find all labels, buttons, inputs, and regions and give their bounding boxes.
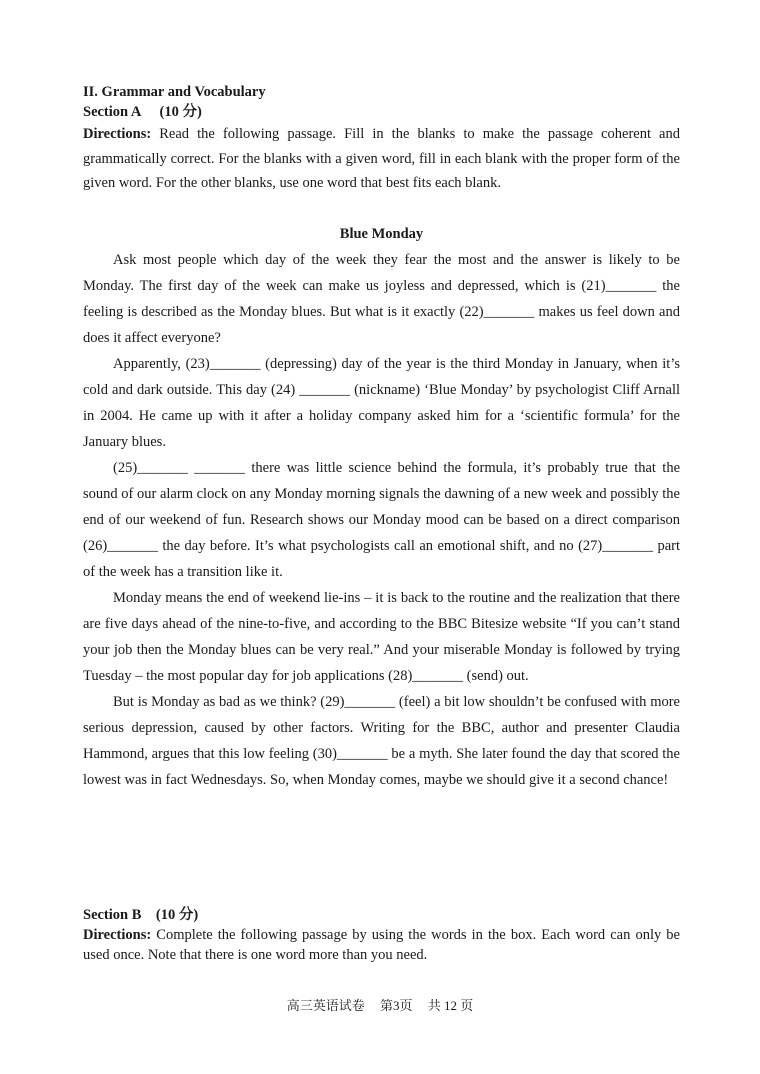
- passage-paragraph-2: Apparently, (23)_______ (depressing) day of the year is the third Monday in January, when it’s cold and dark outside. This day (24) _______ (nickname) ‘Blue Monday’ by psychologist Cliff Arnall in 2004. He came up with it after a holiday company asked him for a ‘scientific formula’ for the January blues.: [83, 355, 680, 450]
- section-b-score: (10 分): [155, 907, 199, 923]
- section-a-score: (10 分): [159, 104, 202, 120]
- section-a-label: Section A: [83, 104, 142, 120]
- footer-total-pages: 共 12 页: [427, 998, 474, 1013]
- section-b-block: [83, 905, 680, 965]
- footer-page-number: 第3页: [379, 998, 413, 1013]
- section-b-heading: [83, 905, 680, 925]
- passage-paragraph-3: (25)_______ _______ there was little science behind the formula, it’s probably true that the sound of our alarm clock on any Monday morning signals the dawning of a new week and possibly the end of our weekend of fun. Research shows our Monday mood can be based on a direct comparison (26)_______ the day before. It’s what psychologists call an emotional shift, and no (27)_______ part of the week has a transition like it.: [83, 459, 680, 580]
- directions-text-b: Complete the following passage by using the words in the box. Each word can only be used once. Note that there is one word more than you need.: [83, 927, 680, 963]
- passage-paragraph-4: Monday means the end of weekend lie-ins – it is back to the routine and the realization that there are five days ahead of the nine-to-five, and according to the BBC Bitesize website “If you can’t stand your job then the Monday blues can be very real.” And your miserable Monday is followed by trying Tuesday – the most popular day for job applications (28)_______ (send) out.: [83, 589, 680, 684]
- section-a-heading: [83, 102, 680, 122]
- section-a-block: [83, 82, 680, 793]
- footer-title: 高三英语试卷: [286, 998, 365, 1013]
- passage-title: Blue Monday: [339, 225, 424, 242]
- section-b-directions: [83, 925, 680, 965]
- passage-paragraph-1: Ask most people which day of the week they fear the most and the answer is likely to be Monday. The first day of the week can make us joyless and depressed, which is (21)_______ the feeling is described as the Monday blues. But what is it exactly (22)_______ makes us feel down and does it affect everyone?: [83, 251, 680, 346]
- section-a-directions: [83, 122, 680, 196]
- directions-label-b: Directions:: [83, 927, 152, 943]
- passage-paragraph-5: But is Monday as bad as we think? (29)_______ (feel) a bit low shouldn’t be confused with more serious depression, caused by other factors. Writing for the BBC, author and presenter Claudia Hammond, argues that this low feeling (30)_______ be a myth. She later found the day that scored the lowest was in fact Wednesdays. So, when Monday comes, maybe we should give it a second chance!: [83, 693, 680, 788]
- section-heading: II. Grammar and Vocabulary: [83, 84, 266, 100]
- directions-label: Directions:: [83, 126, 152, 142]
- page-footer: [0, 995, 760, 1014]
- section-b-label: Section B: [83, 907, 142, 923]
- directions-text: Read the following passage. Fill in the blanks to make the passage coherent and grammatically correct. For the blanks with a given word, fill in each blank with the proper form of the given word. For the other blanks, use one word that best fits each blank.: [83, 126, 680, 191]
